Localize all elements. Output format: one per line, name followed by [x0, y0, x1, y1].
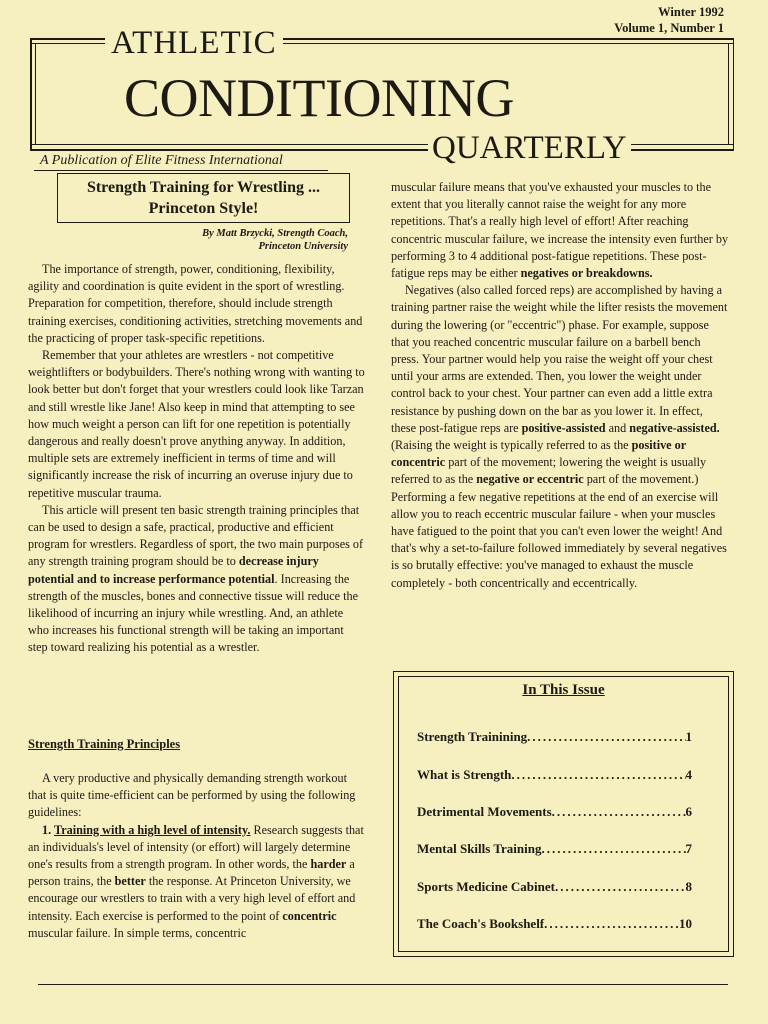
section-heading: Strength Training Principles: [28, 737, 181, 751]
article-headline: [57, 173, 350, 223]
paragraph: muscular failure means that you've exhausted your muscles to the extent that you literally cannot raise the weight for any more repetitions. That's a really high level of effort! After reaching concentric muscular failure, we increase the intensity even further by performing 3 to 4 additional post-fatigue repetitions. These post-fatigue reps may be either negatives or breakdowns.: [391, 180, 729, 281]
issue-date: [614, 4, 724, 36]
byline: [150, 227, 348, 253]
paragraph: A very productive and physically demanding strength workout that is quite time-efficient can be performed by using the following guidelines:: [28, 771, 356, 820]
toc-item: The Coach's Bookshelf ..... 10: [417, 916, 692, 932]
publication-rule: [34, 170, 328, 171]
toc-item: Mental Skills Training ..... 7: [417, 841, 692, 857]
left-column: [28, 261, 366, 657]
paragraph: 1. Training with a high level of intensity. Research suggests that an individuals's level of intensity (or effort) will largely determine one's results from a strength program. In other words, the harder a person trains, the better the response. At Princeton University, we encourage our wrestlers to train with a very high level of effort and intensity. Each exercise is performed to the point of concentric muscular failure. In simple terms, concentric: [28, 822, 364, 940]
paragraph: This article will present ten basic strength training principles that can be used to design a safe, practical, productive and efficient program for wrestlers. Regardless of sport, the two main purposes of any strength training program should be to decrease injury potential and to increase performance potential. Increasing the strength of the muscles, bones and connective tissue will reduce the likelihood of incurring an injury while wrestling. And, an athlete who increases his functional strength will be taking an important step toward realizing his potential as a wrestler.: [28, 502, 364, 655]
masthead-athletic: ATHLETIC: [105, 24, 283, 62]
paragraph: Negatives (also called forced reps) are accomplished by having a training partner raise the weight while the lifter resists the movement during the lowering (or "eccentric") phase. For example, suppose that you reached concentric muscular failure on a barbell bench press. Your partner would help you raise the weight off your chest until your arms are extended. Then, you lower the weight under control back to your chest. Your partner can even add a little extra resistance by pushing down on the bar as you lower it. In effect, these post-fatigue reps are positive-assisted and negative-assisted. (Raising the weight is typically referred to as the positive or concentric part of the movement; lowering the weight is usually referred to as the negative or eccentric part of the movement.) Performing a few negative repetitions at the end of an exercise will allow you to reach eccentric muscular failure - when your muscles have fatigued to the point that you can't even lower the weight! And that's why a set-to-failure followed immediately by several negatives is so brutally effective: you've managed to exhaust the muscle completely - both concentrically and eccentrically.: [391, 283, 728, 590]
issue-season: Winter 1992: [658, 5, 724, 19]
publication-line: A Publication of Elite Fitness International: [40, 153, 283, 168]
toc-item: What is Strength ..... 4: [417, 767, 692, 783]
masthead-quarterly: QUARTERLY: [428, 130, 631, 166]
byline-author: By Matt Brzycki, Strength Coach,: [202, 228, 348, 239]
toc-item: Sports Medicine Cabinet ..... 8: [417, 879, 692, 895]
bottom-rule: [38, 984, 728, 985]
byline-affiliation: Princeton University: [258, 241, 348, 252]
headline-line1: Strength Training for Wrestling ...: [86, 179, 321, 196]
left-column-continued: [28, 770, 366, 942]
paragraph: The importance of strength, power, conditioning, flexibility, agility and coordination is quite evident in the sport of wrestling. Preparation for competition, therefore, should include strength training exercises, conditioning activities, stretching movements and the practicing of proper task-specific repetitions.: [28, 262, 363, 345]
toc-item: Detrimental Movements ..... 6: [417, 804, 692, 820]
right-column: [391, 179, 729, 592]
toc-item: Strength Trainining ..... 1: [417, 729, 692, 745]
masthead-conditioning: CONDITIONING: [124, 68, 514, 128]
issue-volume: Volume 1, Number 1: [614, 21, 724, 35]
paragraph: Remember that your athletes are wrestlers - not competitive weightlifters or bodybuilders. There's nothing wrong with wanting to look better but don't forget that your wrestlers could look like Tarzan and still wrestle like Jane! Also keep in mind that attempting to see how much weight a person can lift for one repetition is potentially dangerous and really doesn't prove anything anyway. In addition, multiple sets are extremely inefficient in terms of time and will significantly increase the risk of incurring an overuse injury due to repetitive muscular trauma.: [28, 348, 365, 500]
headline-line2: Princeton Style!: [148, 200, 259, 217]
toc-title: In This Issue: [522, 682, 605, 698]
in-this-issue-box: [393, 671, 734, 957]
